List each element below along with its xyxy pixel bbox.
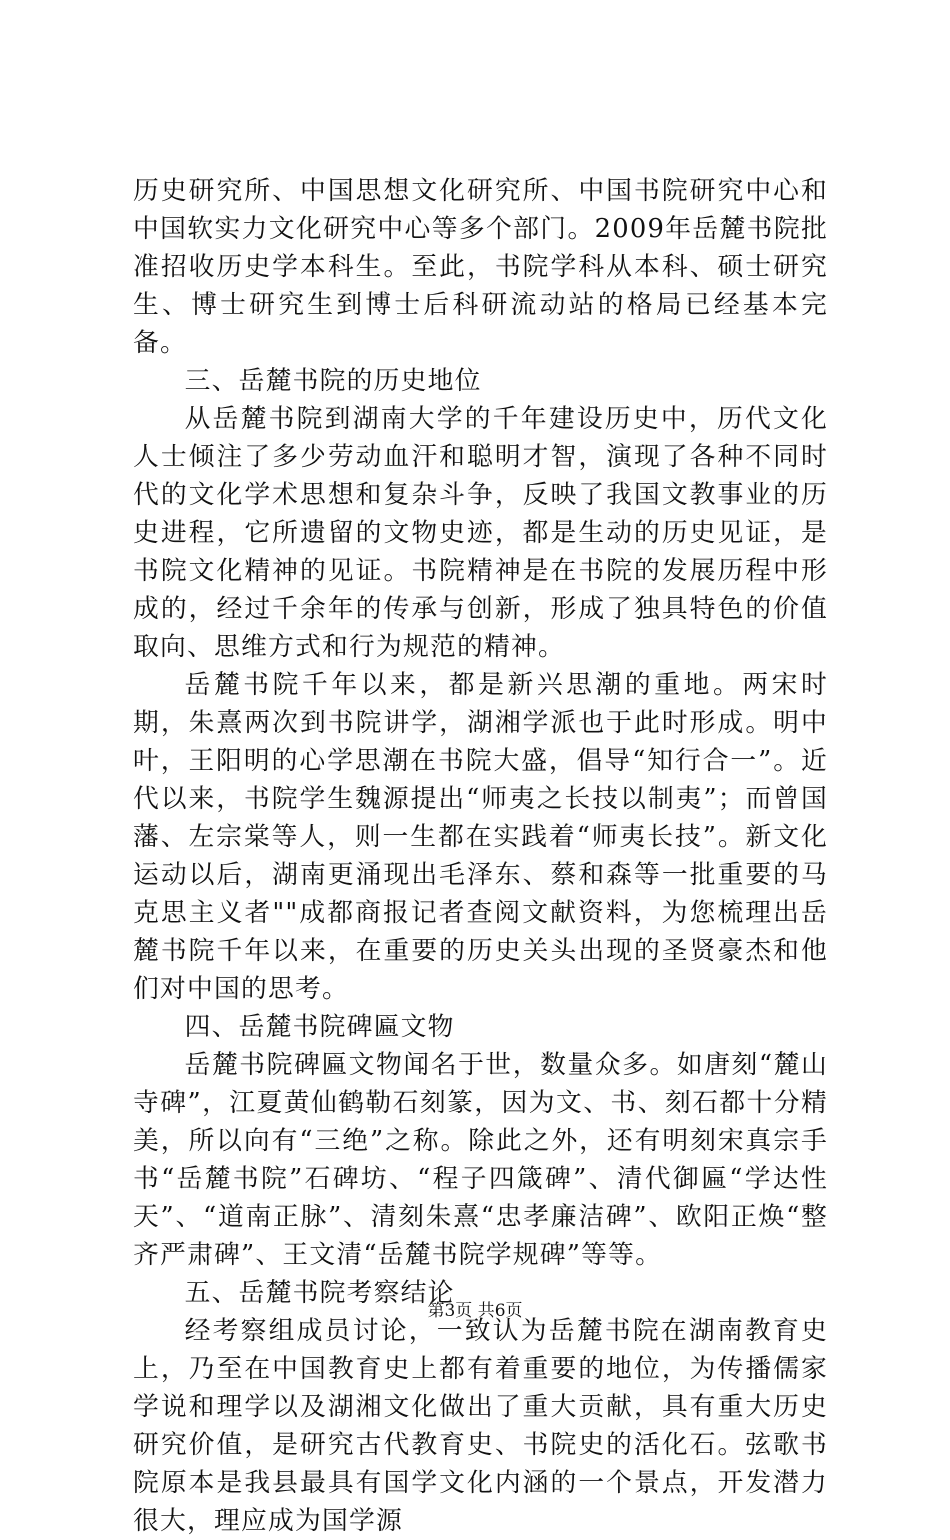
paragraph-conclusion: 经考察组成员讨论，一致认为岳麓书院在湖南教育史上，乃至在中国教育史上都有着重要的地位，为传播儒家学说和理学以及湖湘文化做出了重大贡献，具有重大历史研究价值，是研究古代教育史、书院史的活化石。弦歌书院原本是我县最具有国学文化内涵的一个景点，开发潜力很大，理应成为国学源 [133,1316,828,1536]
document-body [133,172,828,1540]
section-heading-steles-plaques: 四、岳麓书院碑匾文物 [184,1012,455,1042]
section-heading-conclusion: 五、岳麓书院考察结论 [184,1278,455,1308]
paragraph-historical-status: 从岳麓书院到湖南大学的千年建设历史中，历代文化人士倾注了多少劳动血汗和聪明才智，演现了各种不同时代的文化学术思想和复杂斗争，反映了我国文教事业的历史进程，它所遗留的文物史迹，都是生动的历史见证，是书院文化精神的见证。书院精神是在书院的发展历程中形成的，经过千余年的传承与创新，形成了独具特色的价值取向、思维方式和行为规范的精神。 [133,404,828,662]
paragraph-new-thought: 岳麓书院千年以来，都是新兴思潮的重地。两宋时期，朱熹两次到书院讲学，湖湘学派也于此时形成。明中叶，王阳明的心学思潮在书院大盛，倡导“知行合一”。近代以来，书院学生魏源提出“师夷之长技以制夷”；而曾国藩、左宗棠等人，则一生都在实践着“师夷长技”。新文化运动以后，湖南更涌现出毛泽东、蔡和森等一批重要的马克思主义者""成都商报记者查阅文献资料，为您梳理出岳麓书院千年以来，在重要的历史关头出现的圣贤豪杰和他们对中国的思考。 [133,670,828,1004]
section-heading-historical-status: 三、岳麓书院的历史地位 [184,366,482,396]
page-number-footer: 第3页 共6页 [427,1301,523,1321]
continuation-paragraph: 历史研究所、中国思想文化研究所、中国书院研究中心和中国软实力文化研究中心等多个部门。2009年岳麓书院批准招收历史学本科生。至此，书院学科从本科、硕士研究生、博士研究生到博士后科研流动站的格局已经基本完备。 [133,176,828,358]
paragraph-steles-plaques: 岳麓书院碑匾文物闻名于世，数量众多。如唐刻“麓山寺碑”，江夏黄仙鹤勒石刻篆，因为文、书、刻石都十分精美，所以向有“三绝”之称。除此之外，还有明刻宋真宗手书“岳麓书院”石碑坊、“程子四箴碑”、清代御匾“学达性天”、“道南正脉”、清刻朱熹“忠孝廉洁碑”、欧阳正焕“整齐严肃碑”、王文清“岳麓书院学规碑”等等。 [133,1050,828,1270]
